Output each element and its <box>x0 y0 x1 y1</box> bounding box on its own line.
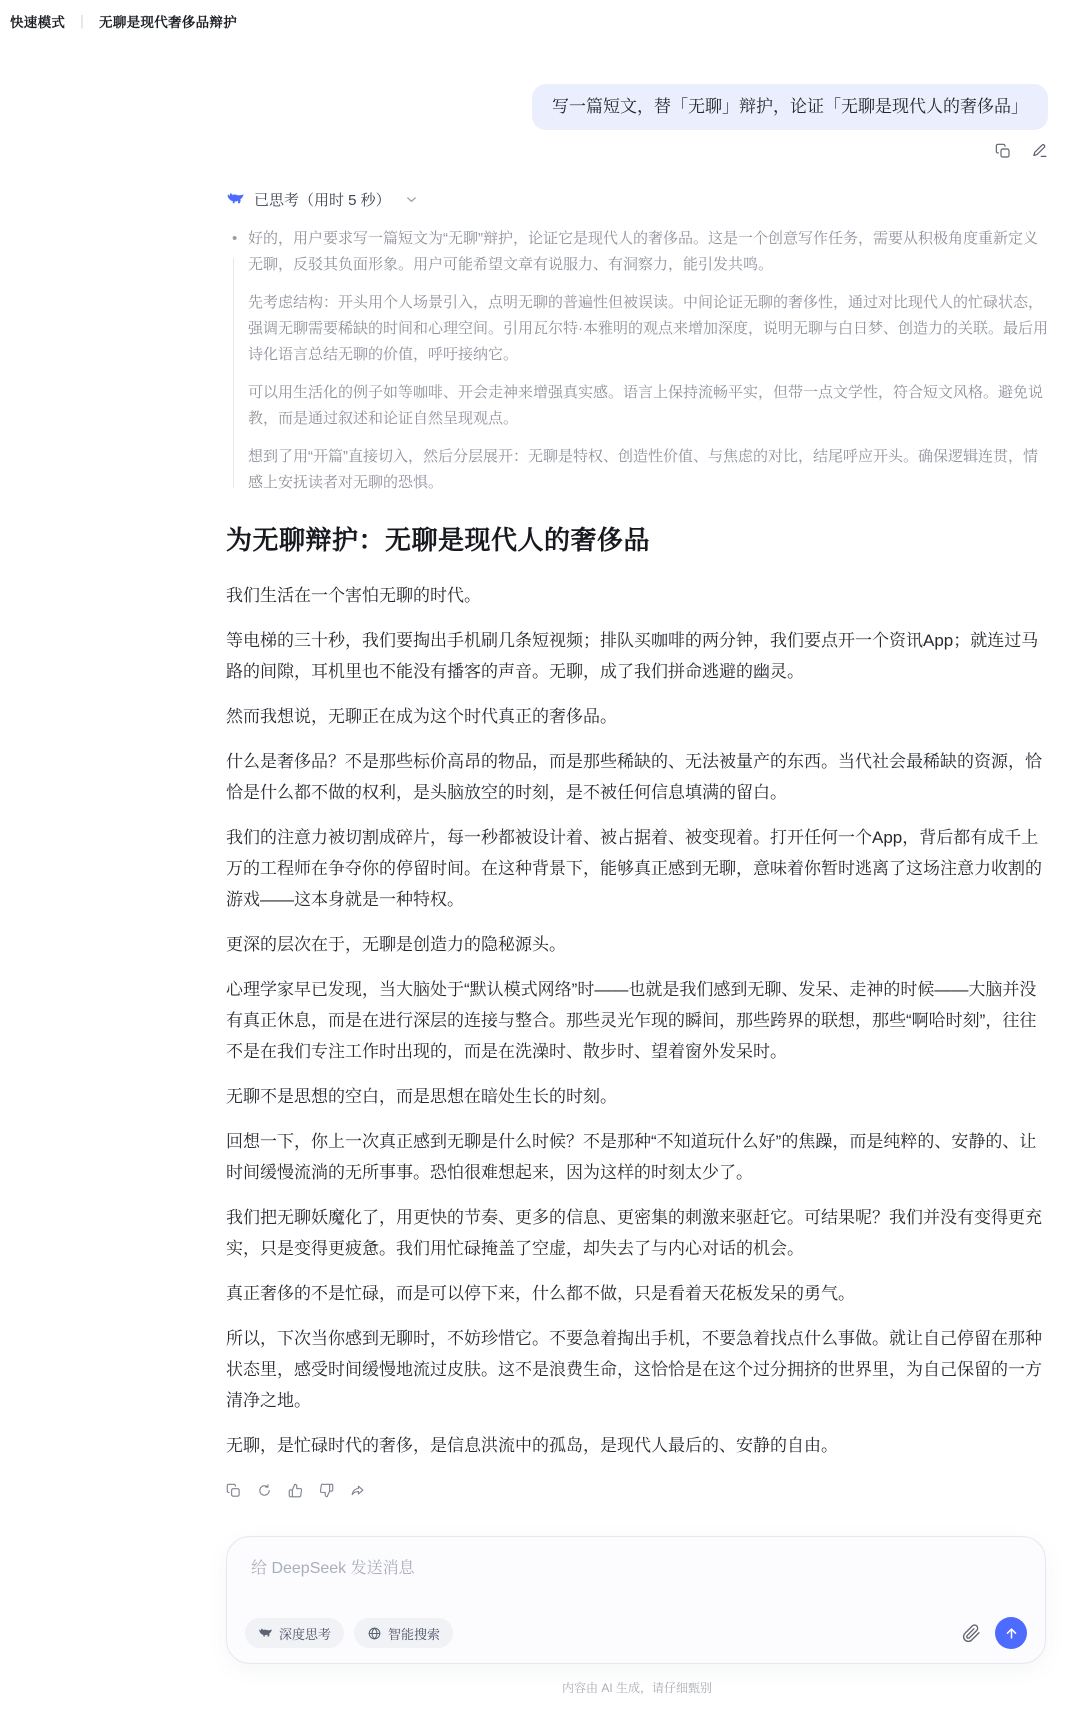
thought-toggle-button[interactable] <box>226 189 419 210</box>
thumbs-down-icon <box>319 1483 334 1498</box>
thumbs-up-icon <box>288 1483 303 1498</box>
thought-summary-label: 已思考（用时 5 秒） <box>254 192 391 209</box>
user-message-row <box>226 0 1048 130</box>
thinking-paragraph: 想到了用“开篇”直接切入，然后分层展开：无聊是特权、创造性价值、与焦虑的对比，结尾呼应开头。确保逻辑连贯，情感上安抚读者对无聊的恐惧。 <box>248 448 1038 491</box>
copy-icon <box>995 143 1011 159</box>
response-paragraph: 所以，下次当你感到无聊时，不妨珍惜它。不要急着掏出手机，不要急着找点什么事做。就让自己停留在那种状态里，感受时间缓慢地流过皮肤。这不是浪费生命，这恰恰是在这个过分拥挤的世界里，为自己保留的一方清净之地。 <box>226 1329 1042 1410</box>
response-paragraph: 然而我想说，无聊正在成为这个时代真正的奢侈品。 <box>226 707 617 726</box>
deep-think-label: 深度思考 <box>279 1626 332 1642</box>
like-button[interactable] <box>288 1483 303 1498</box>
attach-button[interactable] <box>962 1624 981 1643</box>
user-message-actions <box>226 142 1048 159</box>
web-search-label: 智能搜索 <box>388 1626 441 1642</box>
share-button[interactable] <box>350 1483 365 1498</box>
header-divider: ｜ <box>75 15 90 30</box>
response-paragraph: 什么是奢侈品？不是那些标价高昂的物品，而是那些稀缺的、无法被量产的东西。当代社会最稀缺的资源，恰恰是什么都不做的权利，是头脑放空的时刻，是不被任何信息填满的留白。 <box>226 752 1042 802</box>
mode-label: 快速模式 <box>10 15 66 30</box>
response-paragraph: 更深的层次在于，无聊是创造力的隐秘源头。 <box>226 935 566 954</box>
copy-response-button[interactable] <box>226 1483 241 1498</box>
regenerate-icon <box>257 1483 272 1498</box>
paperclip-icon <box>962 1624 981 1643</box>
edit-icon <box>1031 142 1048 159</box>
thinking-paragraph: • 好的，用户要求写一篇短文为“无聊”辩护，论证它是现代人的奢侈品。这是一个创意写作任务，需要从积极角度重新定义无聊，反驳其负面形象。用户可能希望文章有说服力、有洞察力，能引发共鸣。 <box>248 226 1048 278</box>
dislike-button[interactable] <box>319 1483 334 1498</box>
response-paragraph: 真正奢侈的不是忙碌，而是可以停下来，什么都不做，只是看着天花板发呆的勇气。 <box>226 1284 855 1303</box>
user-message-bubble: 写一篇短文，替「无聊」辩护，论证「无聊是现代人的奢侈品」 <box>532 84 1048 130</box>
deepseek-logo-icon <box>258 1626 273 1641</box>
globe-icon <box>367 1626 382 1641</box>
web-search-toggle[interactable] <box>354 1618 453 1648</box>
response-paragraph: 我们生活在一个害怕无聊的时代。 <box>226 586 481 605</box>
composer <box>226 1536 1046 1664</box>
response-paragraph: 等电梯的三十秒，我们要掏出手机刷几条短视频；排队买咖啡的两分钟，我们要点开一个资讯App；就连过马路的间隙，耳机里也不能没有播客的声音。无聊，成了我们拼命逃避的幽灵。 <box>226 631 1039 681</box>
response-paragraph: 我们把无聊妖魔化了，用更快的节奏、更多的信息、更密集的刺激来驱赶它。可结果呢？我们并没有变得更充实，只是变得更疲惫。我们用忙碌掩盖了空虚，却失去了与内心对话的机会。 <box>226 1208 1042 1258</box>
thinking-paragraph: 先考虑结构：开头用个人场景引入，点明无聊的普遍性但被误读。中间论证无聊的奢侈性，通过对比现代人的忙碌状态，强调无聊需要稀缺的时间和心理空间。引用瓦尔特·本雅明的观点来增加深度，说明无聊与白日梦、创造力的关联。最后用诗化语言总结无聊的价值，呼吁接纳它。 <box>248 294 1049 363</box>
response-paragraph: 我们的注意力被切割成碎片，每一秒都被设计着、被占据着、被变现着。打开任何一个App，背后都有成千上万的工程师在争夺你的停留时间。在这种背景下，能够真正感到无聊，意味着你暂时逃离了这场注意力收割的游戏——这本身就是一种特权。 <box>226 828 1042 909</box>
app-header <box>10 11 237 31</box>
deep-think-toggle[interactable] <box>245 1618 344 1648</box>
arrow-up-icon <box>1004 1626 1019 1641</box>
response-actions <box>226 1483 1048 1498</box>
copy-icon <box>226 1483 241 1498</box>
thinking-paragraph: 可以用生活化的例子如等咖啡、开会走神来增强真实感。语言上保持流畅平实，但带一点文学性，符合短文风格。避免说教，而是通过叙述和论证自然呈现观点。 <box>248 384 1044 427</box>
send-button[interactable] <box>995 1617 1027 1649</box>
message-input[interactable] <box>245 1553 1027 1591</box>
regenerate-button[interactable] <box>257 1483 272 1498</box>
deepseek-logo-icon <box>226 190 245 209</box>
chat-column <box>226 0 1048 1696</box>
response-title: 为无聊辩护：无聊是现代人的奢侈品 <box>226 525 651 555</box>
composer-toolbar <box>245 1617 1027 1649</box>
response-paragraph: 回想一下，你上一次真正感到无聊是什么时候？不是那种“不知道玩什么好”的焦躁，而是纯粹的、安静的、让时间缓慢流淌的无所事事。恐怕很难想起来，因为这样的时刻太少了。 <box>226 1132 1037 1182</box>
share-icon <box>350 1483 365 1498</box>
assistant-response <box>226 522 1048 1461</box>
chevron-down-icon <box>404 192 419 207</box>
response-paragraph: 无聊，是忙碌时代的奢侈，是信息洪流中的孤岛，是现代人最后的、安静的自由。 <box>226 1436 838 1455</box>
copy-message-button[interactable] <box>995 143 1011 159</box>
response-paragraph: 心理学家早已发现，当大脑处于“默认模式网络”时——也就是我们感到无聊、发呆、走神的时候——大脑并没有真正休息，而是在进行深层的连接与整合。那些灵光乍现的瞬间，那些跨界的联想，那些“啊哈时刻”，往往不是在我们专注工作时出现的，而是在洗澡时、散步时、望着窗外发呆时。 <box>226 980 1037 1061</box>
ai-disclaimer: 内容由 AI 生成，请仔细甄别 <box>561 1681 712 1695</box>
thinking-block <box>226 226 1048 496</box>
conversation-title: 无聊是现代奢侈品辩护 <box>99 15 238 30</box>
edit-message-button[interactable] <box>1031 142 1048 159</box>
response-paragraph: 无聊不是思想的空白，而是思想在暗处生长的时刻。 <box>226 1087 617 1106</box>
